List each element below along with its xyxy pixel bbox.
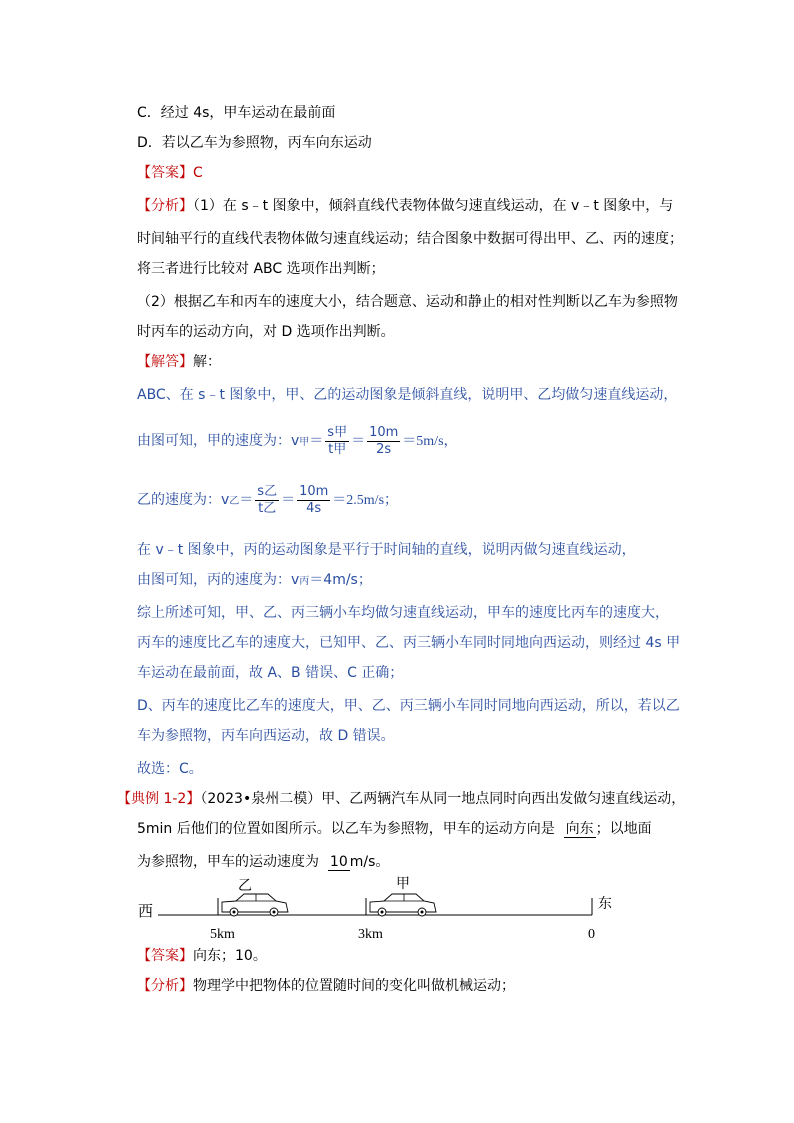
analysis-line-2: 时间轴平行的直线代表物体做匀速直线运动；结合图象中数据可得出甲、乙、丙的速度；: [137, 231, 683, 247]
answer2-tag: 【答案】: [137, 948, 193, 964]
formula-yi: 乙的速度为：v乙＝ $\frac{\text{s乙}}{\text{t乙}}$ ＝ $\frac{10m}{4s}$ ＝2.5m/s；: [137, 483, 399, 516]
analysis-tag: 【分析】: [137, 198, 193, 214]
analysis2-text: 物理学中把物体的位置随时间的变化叫做机械运动；: [193, 978, 515, 994]
label-west: 西: [138, 904, 154, 920]
formula-jia-result: ＝5m/s，: [402, 434, 458, 449]
solution-line-11: 故选：C。: [137, 761, 203, 777]
formula-yi-num: s乙: [257, 483, 278, 499]
label-east: 东: [598, 897, 612, 912]
formula-yi-prefix: 乙的速度为：v: [137, 492, 230, 508]
analysis2-line: [137, 976, 515, 996]
formula-yi-den: t乙: [258, 500, 277, 516]
formula-yi-frac2: [297, 484, 330, 517]
formula-yi-den2: 4s: [306, 500, 322, 516]
formula-jia-frac2: [367, 425, 400, 458]
analysis-text-1: （1）在 s﹣t 图象中，倾斜直线代表物体做匀速直线运动，在 v﹣t 图象中，与: [193, 198, 674, 214]
car-jia-icon: [370, 894, 436, 916]
example-text-2b: ；以地面: [595, 821, 652, 837]
solution-line-1: ABC、在 s﹣t 图象中，甲、乙的运动图象是倾斜直线，说明甲、乙均做匀速直线运动，: [137, 387, 678, 403]
option-d: D．若以乙车为参照物，丙车向东运动: [137, 135, 372, 151]
formula-jia-den: t甲: [328, 441, 347, 457]
tick-label-3km: 3km: [358, 927, 383, 942]
example-text-3a: 为参照物，甲车的运动速度为: [137, 854, 319, 870]
solution-line-6: 综上所述可知，甲、乙、丙三辆小车均做匀速直线运动，甲车的速度比丙车的速度大，: [137, 605, 669, 621]
formula-jia-frac1: [325, 425, 349, 458]
solution-intro: 解：: [193, 354, 221, 370]
answer-blank-direction: 向东: [565, 821, 594, 837]
example-line-1: [117, 789, 685, 809]
formula-yi-result: ＝2.5m/s；: [332, 493, 399, 508]
cars-position-figure: [130, 872, 650, 944]
formula-yi-num2: 10m: [299, 483, 329, 499]
example-text-1: 甲、乙两辆汽车从同一地点同时向西出发做匀速直线运动，: [321, 791, 686, 807]
analysis-line-4: （2）根据乙车和丙车的速度大小，结合题意、运动和静止的相对性判断以乙车为参照物: [137, 294, 678, 310]
analysis-line-1: [137, 196, 673, 216]
answer-tag: 【答案】: [137, 165, 193, 181]
formula-bing-prefix: 由图可知，丙的速度为：v: [137, 572, 300, 588]
car-yi-icon: [222, 894, 288, 916]
formula-jia: 由图可知，甲的速度为：v甲＝ $\frac{\text{s甲}}{\text{t甲}}$ ＝ $\frac{10m}{2s}$ ＝5m/s，: [137, 424, 458, 457]
answer2-line: [137, 946, 267, 966]
solution-line-4: 在 v﹣t 图象中，丙的运动图象是平行于时间轴的直线，说明丙做匀速直线运动，: [137, 542, 636, 558]
solution-line-9: D、丙车的速度比乙车的速度大，甲、乙、丙三辆小车同时同地向西运动，所以，若以乙: [137, 698, 680, 714]
example-line-3: [137, 852, 389, 872]
formula-jia-num: s甲: [327, 424, 348, 440]
answer-text: C: [193, 165, 203, 181]
example-tag: 【典例 1-2】: [117, 791, 201, 807]
answer-blank-speed: 10: [329, 854, 348, 870]
solution-tag: 【解答】: [137, 354, 193, 370]
formula-bing: [137, 570, 372, 592]
example-text-3b: m/s。: [349, 854, 390, 870]
label-car-jia: 甲: [396, 877, 410, 892]
tick-label-5km: 5km: [210, 927, 235, 942]
option-c: C．经过 4s，甲车运动在最前面: [137, 105, 336, 121]
analysis2-tag: 【分析】: [137, 978, 193, 994]
tick-label-0: 0: [588, 927, 595, 942]
formula-yi-frac1: [255, 484, 279, 517]
analysis-line-3: 将三者进行比较对 ABC 选项作出判断；: [137, 261, 385, 277]
formula-jia-sub: 甲: [299, 437, 310, 448]
formula-bing-sub: 丙: [299, 576, 310, 587]
example-line-2: [137, 819, 652, 839]
solution-line-7: 丙车的速度比乙车的速度大，已知甲、乙、丙三辆小车同时同地向西运动，则经过 4s 甲: [137, 635, 681, 651]
formula-yi-sub: 乙: [229, 496, 240, 507]
example-source: （2023•泉州二模）: [200, 791, 322, 807]
answer-line: [137, 163, 203, 183]
example-text-2a: 5min 后他们的位置如图所示。以乙车为参照物，甲车的运动方向是: [137, 821, 555, 837]
formula-jia-num2: 10m: [369, 424, 399, 440]
solution-line-10: 车为参照物，丙车向西运动，故 D 错误。: [137, 728, 395, 744]
formula-jia-prefix: 由图可知，甲的速度为：v: [137, 433, 300, 449]
answer2-text: 向东；10。: [193, 948, 267, 964]
analysis-line-5: 时丙车的运动方向，对 D 选项作出判断。: [137, 324, 395, 340]
formula-jia-den2: 2s: [376, 441, 392, 457]
formula-bing-result: ＝4m/s；: [309, 572, 372, 588]
solution-line-8: 车运动在最前面，故 A、B 错误、C 正确；: [137, 665, 404, 681]
label-car-yi: 乙: [238, 879, 252, 894]
solution-header: [137, 352, 221, 372]
